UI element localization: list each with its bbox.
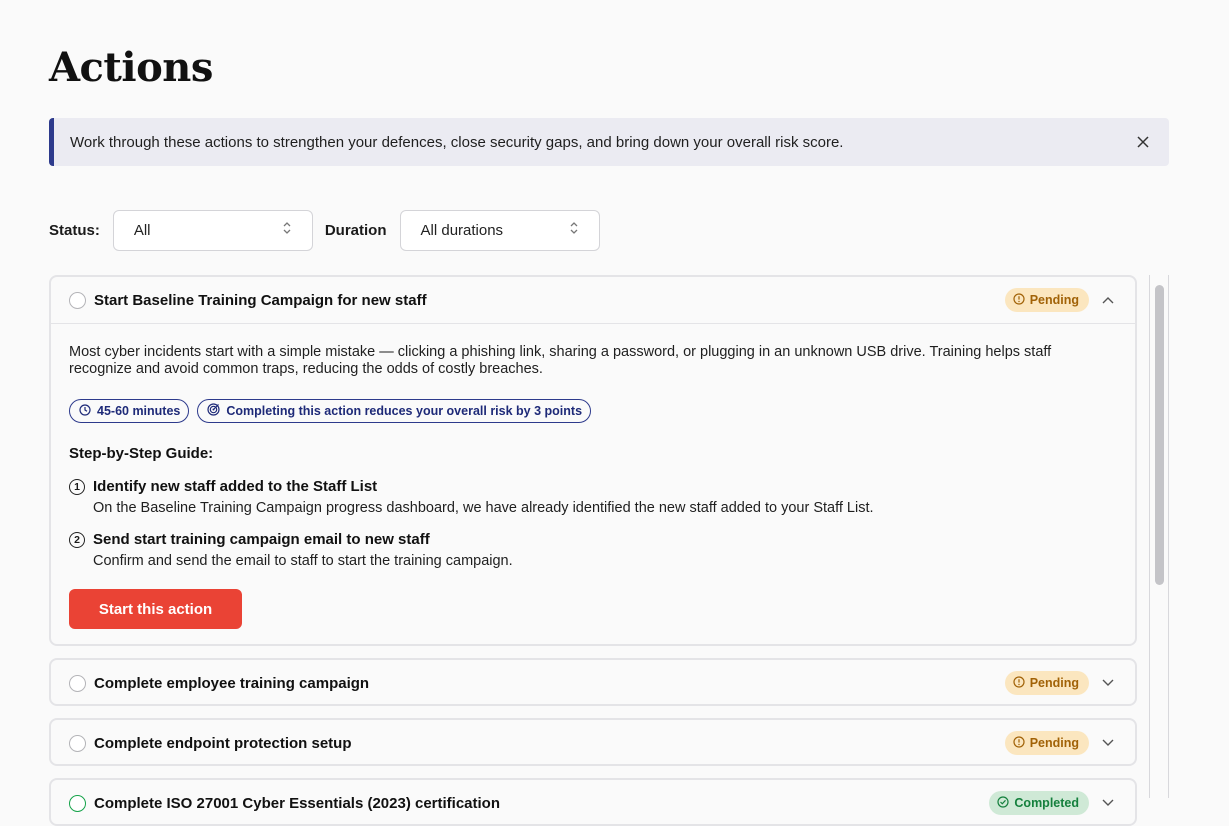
- scrollbar-thumb[interactable]: [1155, 285, 1164, 585]
- duration-filter-label: Duration: [324, 222, 387, 239]
- step-title: Send start training campaign email to new staff: [93, 531, 430, 548]
- action-card: [49, 275, 1137, 646]
- action-card: [49, 658, 1137, 706]
- alert-circle-icon: [1013, 293, 1025, 308]
- status-badge-label: Pending: [1029, 293, 1079, 307]
- chevron-down-icon[interactable]: [1101, 796, 1115, 810]
- info-banner: [49, 118, 1169, 166]
- filter-bar: [49, 210, 600, 251]
- guide-step: [69, 531, 1117, 570]
- scrollbar[interactable]: [1149, 275, 1169, 798]
- action-title: Start Baseline Training Campaign for new staff: [94, 291, 427, 309]
- actions-list: [49, 275, 1169, 812]
- start-action-button[interactable]: Start this action: [69, 589, 242, 629]
- step-description: On the Baseline Training Campaign progress dashboard, we have already identified the new staff added to your Staff List.: [93, 500, 874, 516]
- close-icon[interactable]: [1135, 134, 1151, 150]
- target-icon: [207, 403, 220, 419]
- action-title: Complete employee training campaign: [94, 674, 370, 692]
- guide-step: [69, 478, 1117, 517]
- action-card-header[interactable]: [51, 660, 1135, 706]
- status-badge-label: Pending: [1029, 736, 1079, 750]
- status-select[interactable]: [113, 210, 313, 251]
- action-title: Complete ISO 27001 Cyber Essentials (2023) certification: [94, 794, 501, 812]
- status-circle-icon[interactable]: [69, 735, 86, 752]
- duration-chip-label: 45-60 minutes: [97, 404, 181, 418]
- duration-chip: [69, 399, 189, 423]
- action-description: Most cyber incidents start with a simple mistake — clicking a phishing link, sharing a password, or plugging in an unknown USB drive. Training helps staff recognize and avoid common traps, reducing the odds of costly breaches.: [69, 344, 1052, 377]
- check-circle-icon[interactable]: [69, 795, 86, 812]
- action-card: [49, 778, 1137, 826]
- status-badge: [989, 791, 1089, 815]
- status-circle-icon[interactable]: [69, 675, 86, 692]
- status-badge: [1005, 731, 1089, 755]
- risk-reduction-chip: [197, 399, 591, 423]
- status-badge-label: Completed: [1014, 796, 1079, 810]
- step-number: 1: [69, 479, 85, 495]
- step-description: Confirm and send the email to staff to start the training campaign.: [93, 553, 513, 569]
- status-badge: [1005, 288, 1089, 312]
- duration-select[interactable]: [400, 210, 600, 251]
- duration-select-value: All durations: [420, 222, 504, 239]
- action-card-body: [51, 323, 1135, 647]
- page-title: Actions: [49, 44, 213, 91]
- chevron-down-icon[interactable]: [1101, 736, 1115, 750]
- action-title: Complete endpoint protection setup: [94, 734, 352, 752]
- chevron-up-icon[interactable]: [1101, 293, 1115, 307]
- check-icon: [997, 796, 1009, 811]
- action-card-header[interactable]: [51, 780, 1135, 826]
- chevron-down-icon[interactable]: [1101, 676, 1115, 690]
- status-circle-icon[interactable]: [69, 292, 86, 309]
- action-card-header[interactable]: [51, 277, 1135, 323]
- step-title: Identify new staff added to the Staff List: [93, 478, 378, 495]
- action-card: [49, 718, 1137, 766]
- risk-reduction-chip-label: Completing this action reduces your overall risk by 3 points: [226, 404, 583, 418]
- banner-text: Work through these actions to strengthen your defences, close security gaps, and bring down your overall risk score.: [70, 133, 844, 151]
- chevron-up-down-icon: [569, 221, 579, 240]
- status-badge-label: Pending: [1029, 676, 1079, 690]
- chevron-up-down-icon: [282, 221, 292, 240]
- alert-circle-icon: [1013, 736, 1025, 751]
- status-select-value: All: [133, 222, 151, 239]
- status-filter-label: Status:: [49, 222, 100, 239]
- status-badge: [1005, 671, 1089, 695]
- clock-icon: [79, 404, 91, 419]
- guide-heading: Step-by-Step Guide:: [69, 445, 214, 462]
- action-card-header[interactable]: [51, 720, 1135, 766]
- step-number: 2: [69, 532, 85, 548]
- alert-circle-icon: [1013, 676, 1025, 691]
